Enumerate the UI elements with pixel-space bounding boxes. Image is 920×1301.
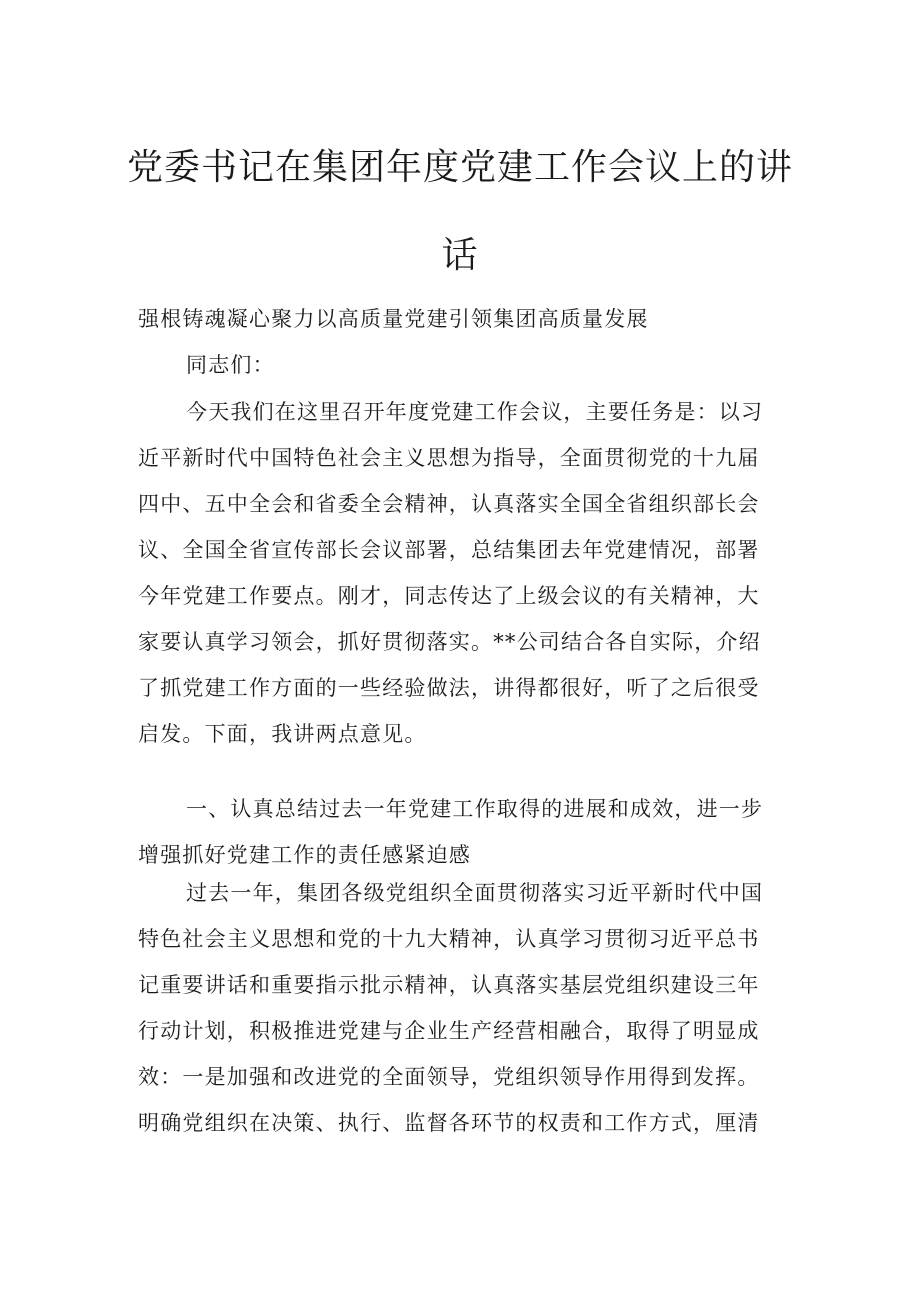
document-title-line-2: 话 bbox=[441, 235, 479, 276]
paragraph-line: 启发。下面，我讲两点意见。 bbox=[138, 722, 427, 746]
paragraph-line: 议、全国全省宣传部长会议部署，总结集团去年党建情况，部署 bbox=[138, 538, 760, 562]
paragraph-line: 记重要讲话和重要指示批示精神，认真落实基层党组织建设三年 bbox=[138, 973, 760, 997]
paragraph-line: 四中、五中全会和省委全会精神，认真落实全国全省组织部长会 bbox=[138, 492, 760, 516]
heading-line: 增强抓好党建工作的责任感紧迫感 bbox=[138, 843, 471, 867]
paragraph-line: 家要认真学习领会，抓好贯彻落实。**公司结合各自实际，介绍 bbox=[138, 630, 761, 654]
paragraph-line: 特色社会主义思想和党的十九大精神，认真学习贯彻习近平总书 bbox=[138, 927, 760, 951]
paragraph-line: 过去一年，集团各级党组织全面贯彻落实习近平新时代中国 bbox=[186, 881, 764, 905]
paragraph-line: 了抓党建工作方面的一些经验做法，讲得都很好，听了之后很受 bbox=[138, 676, 760, 700]
paragraph-line: 明确党组织在决策、执行、监督各环节的权责和工作方式，厘清 bbox=[138, 1111, 760, 1135]
paragraph-line: 近平新时代中国特色社会主义思想为指导，全面贯彻党的十九届 bbox=[138, 446, 760, 470]
greeting: 同志们： bbox=[186, 353, 275, 377]
document-title-line-1: 党委书记在集团年度党建工作会议上的讲 bbox=[126, 147, 793, 188]
paragraph-line: 效：一是加强和改进党的全面领导，党组织领导作用得到发挥。 bbox=[138, 1065, 760, 1089]
document-subtitle: 强根铸魂凝心聚力以高质量党建引领集团高质量发展 bbox=[138, 307, 649, 331]
paragraph-1 bbox=[138, 389, 788, 757]
heading-line: 一、认真总结过去一年党建工作取得的进展和成效，进一步 bbox=[186, 797, 764, 821]
paragraph-line: 今天我们在这里召开年度党建工作会议，主要任务是：以习 bbox=[186, 400, 764, 424]
paragraph-line: 今年党建工作要点。刚才，同志传达了上级会议的有关精神，大 bbox=[138, 584, 760, 608]
section-heading-1 bbox=[138, 786, 788, 878]
paragraph-2 bbox=[138, 870, 788, 1146]
paragraph-line: 行动计划，积极推进党建与企业生产经营相融合，取得了明显成 bbox=[138, 1019, 760, 1043]
